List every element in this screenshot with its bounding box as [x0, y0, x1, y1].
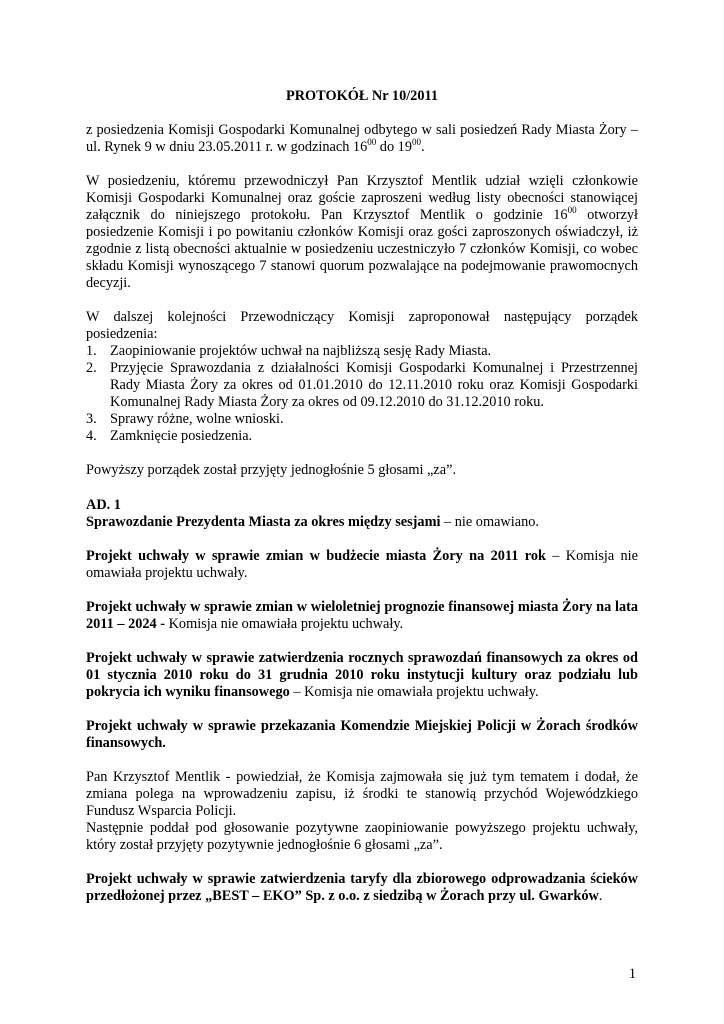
item-note: .: [598, 888, 603, 904]
agenda-item-number: 3.: [86, 411, 97, 427]
ad1-item-budget: [86, 548, 638, 582]
attendance-text: W posiedzeniu, któremu przewodniczył Pan Krzysztof Mentlik udział wzięli członkowie Komisji Gospodarki Komunalnej oraz goście zaproszeni według listy obecności stanowiącej załącznik do niniejszego protokołu. Pan Krzysztof Mentlik o godzinie 16: [86, 173, 638, 223]
item-note: Komisja nie omawiała projektu uchwały.: [165, 616, 404, 632]
agenda-item: [86, 428, 638, 445]
police-funds-discussion: Pan Krzysztof Mentlik - powiedział, że Komisja zajmowała się już tym tematem i dodał, że zmiana polega na wprowadzeniu zapisu, iż środki te stanowią przychód Wojewódzkiego Fundusz Wsparcia Policji.: [86, 769, 638, 819]
attendance-text-end: otworzył posiedzenie Komisji i po powitaniu członków Komisji oraz gości zaproszonych oświadczył, iż zgodnie z listą obecności aktualnie w posiedzeniu uczestniczyło 7 członków Komisji, co wobec składu Komisji wynoszącego 7 stanowi quorum pozwalające na podejmowanie prawomocnych decyzji.: [86, 207, 638, 291]
ad1-item-financial-statements: [86, 650, 638, 701]
item-title: Projekt uchwały w sprawie zmian w wieloletniej prognozie finansowej miasta Żory na lata 2011 – 2024 -: [86, 599, 638, 632]
agenda-intro: W dalszej kolejności Przewodniczący Komisji zaproponował następujący porządek posiedzenia:: [86, 309, 638, 342]
agenda-item-number: 2.: [86, 360, 97, 376]
document-title: PROTOKÓŁ Nr 10/2011: [286, 88, 438, 104]
intro-text-end: .: [420, 139, 425, 155]
item-note: – Komisja nie omawiała projektu uchwały.: [289, 684, 539, 700]
item-title: Projekt uchwały w sprawie przekazania Komendzie Miejskiej Policji w Żorach środków finansowych.: [86, 718, 638, 751]
ad1-item-police-funds: [86, 718, 638, 752]
time-start-sup: 00: [367, 137, 377, 147]
intro-paragraph: [86, 122, 638, 156]
agenda-item-text: Zamknięcie posiedzenia.: [110, 428, 253, 444]
item-title: Projekt uchwały w sprawie zatwierdzenia taryfy dla zbiorowego odprowadzania ścieków przedłożonej przez „BEST – EKO” Sp. z o.o. z siedzibą w Żorach przy ul. Gwarków: [86, 871, 638, 904]
item-title: Sprawozdanie Prezydenta Miasta za okres między sesjami: [86, 514, 441, 530]
opening-time-sup: 00: [567, 205, 577, 215]
time-end-sup: 00: [411, 137, 421, 147]
ad1-item-forecast: [86, 599, 638, 633]
item-title: Projekt uchwały w sprawie zatwierdzenia rocznych sprawozdań finansowych za okres od 01 stycznia 2010 roku do 31 grudnia 2010 roku instytucji kultury oraz podziału lub pokrycia ich wyniku finansowego: [86, 650, 638, 700]
agenda-item: [86, 360, 638, 411]
document-body: [86, 122, 638, 905]
agenda-item-text: Zaopiniowanie projektów uchwał na najbliższą sesję Rady Miasta.: [110, 343, 492, 359]
page-number: 1: [628, 966, 636, 982]
police-funds-vote: Następnie poddał pod głosowanie pozytywne zaopiniowanie powyższego projektu uchwały, który został przyjęty pozytywnie jednogłośnie 6 głosami „za”.: [86, 820, 638, 853]
agenda-list: [86, 343, 638, 445]
agenda-vote: Powyższy porządek został przyjęty jednogłośnie 5 głosami „za”.: [86, 462, 457, 478]
agenda-item-text: Sprawy różne, wolne wnioski.: [110, 411, 284, 427]
agenda-item-number: 1.: [86, 343, 97, 359]
agenda-item-number: 4.: [86, 428, 97, 444]
agenda-item: [86, 411, 638, 428]
ad1-heading: AD. 1: [86, 497, 121, 513]
item-note: – nie omawiano.: [440, 514, 539, 530]
item-title: Projekt uchwały w sprawie zmian w budżecie miasta Żory na 2011 rok: [86, 548, 546, 564]
agenda-item-text: Przyjęcie Sprawozdania z działalności Komisji Gospodarki Komunalnej i Przestrzennej Rady Miasta Żory za okres od 01.01.2010 do 12.11.2010 roku oraz Komisji Gospodarki Komunalnej Rady Miasta Żory za okres od 09.12.2010 do 31.12.2010 roku.: [110, 360, 638, 410]
item-note: – Komisja nie omawiała projektu uchwały.: [86, 548, 638, 581]
ad1-item-report: [86, 514, 638, 531]
attendance-paragraph: [86, 173, 638, 292]
section-heading-ad1: [86, 497, 638, 514]
intro-text-mid: do 19: [376, 139, 412, 155]
ad1-item-sewage-tariff: [86, 871, 638, 905]
intro-text: z posiedzenia Komisji Gospodarki Komunalnej odbytego w sali posiedzeń Rady Miasta Żory – ul. Rynek 9 w dniu 23.05.2011 r. w godzinach 16: [86, 122, 638, 155]
agenda-item: [86, 343, 638, 360]
